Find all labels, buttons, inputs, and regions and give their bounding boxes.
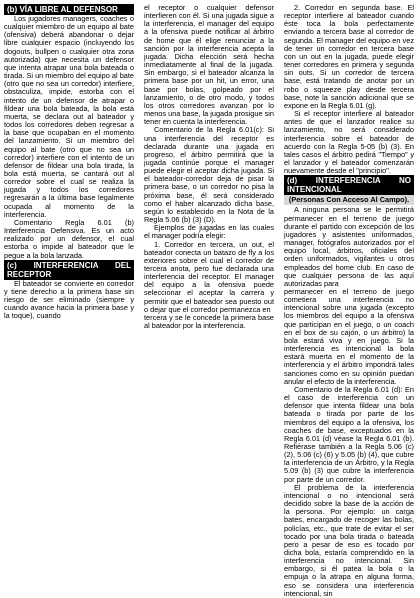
column-middle (144, 4, 274, 542)
paragraph: 1. Corredor en tercera, un out, el bateador conecta un batazo de fly a los exteriores sobre el cual el corredor de tercera anota, pero fue declarada una interferencia del receptor. El manager del equipo a la ofensiva puede seleccionar el aceptar la carrera y permitir que el bateador sea puesto out o dejar que el corredor permanezca en (144, 239, 274, 314)
paragraph: permanecer en el terreno de juego cometiera una interferencia no intencional sobre una jugada (excepto los miembros del equipo a la ofensiva que participan en el juego, o un coach en el box de su cajón, o un árbitro) la bola estará viva y en juego. Si la interferencia es intencional la bola estará muerta en el momento de la interferencia y el árbitro impondrá tales sanciones como en su opinión puedan anular el efecto de la interferencia. (284, 287, 414, 386)
section-heading-b: (b) VÍA LIBRE AL DEFENSOR (4, 4, 134, 15)
section-heading-c: (c) INTERFERENCIA DEL RECEPTOR (4, 260, 134, 280)
section-subheading-d: (Personas Con Acceso Al Campo). (284, 195, 414, 205)
column-left (4, 4, 134, 542)
paragraph: 2. Corredor en segunda base. El receptor interfiere al bateador cuando éste toca la bola perfectamente enviando a tercera base al corredor de segunda. El manager del equipo en vez de tener un corredor en tercera base con un out en la jugada, puede elegir tener corredores en primera y segunda sin outs. Si un corredor de tercera base, está tratando de anotar por un robo o squeeze play desde tercera base, note la sanción adicional que se expone en la Regla 6.01 (g). (284, 3, 414, 110)
paragraph: Los jugadores managers, coaches o cualquier miembro de un equipo al bate (ofensiva) deberá abandonar o dejar libre cualquier espacio (incluyendo los dogouts, bullpen o cualquier otra zona autorizada) que necesita un defensor que intenta atrapar una bola bateada o tirada. Si un miembro del equipo al bate (otro que no sea un corredor) interfiere, obstaculiza, impide, estorba con el intento de un defensor de atrapar o fildear una bola bateada, la bola está muerta, se declara out al bateador y todos los corredores deben regresar a la base que ocupaban en el momento del lanzamiento. Si un miembro del equipo al bate (otro que no sea un corredor) interfiere con el intento de un defensor de fildear una bola tirada, la bola está muerta, se cantará out al corredor sobre el cual se realiza la jugada y todos los corredores regresarán a la última base legalmente ocupada al momento de la interferencia. (4, 14, 134, 219)
paragraph: Si el receptor interfiere al bateador antes de que el lanzador realice su lanzamiento, no será considerado interferencia sobre el bateador de acuerdo con la Regla 5-05 (b) (3). En tales casos el árbitro pedirá "Tiempo" y el lanzador y el bateador comenzarán nuevamente desde el "principio". (284, 109, 414, 176)
paragraph: Comentario de la Regla 6.01 (d): En el caso de interferencia con un defensor que intenta fildear una bola bateada o tirada por parte de los miembros del equipo a la ofensiva, los coaches de base, exceptuados en la Regla 6.01 (d) véase la Regla 6.01 (b). Refiérase también a la Regla 5.06 (c) (2), 5.06 (c) (6) y 5.05 (b) (4), que cubre la interferencia de un Árbitro, y la Regla 5.09 (b) (3) que cubre la interferencia por parte de un corredor. (284, 384, 414, 484)
paragraph: tercera y se le concede la primera base al bateador por la interferencia. (144, 312, 274, 331)
paragraph: Comentario Regla 6.01 (b) Interferencia Defensiva. Es un acto realizado por un defensor, el cual estorba o impide al bateador que le pegue a la bola lanzada. (4, 217, 134, 260)
paragraph: A ninguna persona se le permitirá permanecer en el terreno de juego durante el partido con excepción de los jugadores y asistentes uniformados, manager, fotógrafos autorizados por el equipo local, árbitros, oficiales del orden uniformados, vigilantes u otros empleados del home club. En caso de que cualquier persona de las aquí autorizadas para (284, 205, 414, 288)
section-heading-d: (d) INTERFERENCIA NO INTENCIONAL (284, 175, 414, 195)
paragraph: Comentario de la Regla 6.01(c): Si una interferencia del receptor es declarada durante una jugada en progreso, el árbitro permitirá que la jugada continúe porque el manager puede elegir el aceptar dicha jugada. Si el bateador-corredor deja de pisar la primera base, o un corredor no pisa la próxima base, él será considerado como el haber alcanzado dicha base, según lo establecido en la Nota de la Regla 5.06 (b) (3) (D). (144, 125, 274, 225)
paragraph: El problema de la interferencia intencional o no intencional será decidido sobre la base de la acción de la persona. Por ejemplo: un carga bates, encargado de recoger las bolas, policías, etc., que trate de evitar el ser tocado por una bola tirada o bateada pero a pesar de eso es tocado por dicha bola, estaría comprendido en la interferencia no intencional. Sin embargo, si él patea la bola o la empuja o la atrapa en alguna forma, eso se considera una interferencia intencional, sin (284, 482, 414, 598)
paragraph: El bateador se convierte en corredor y tiene derecho a la primera base sin riesgo de ser eliminado (siempre y cuando avance hacia la primera base y la toque), cuando (4, 278, 134, 321)
paragraph: el receptor o cualquier defensor interfieren con él. Si una jugada sigue a la interferencia, el manager del equipo a la ofensiva puede notificar al árbitro de home que él elige renunciar a la sanción por la interferencia acepta la jugada. Dicha elección será hecha inmediatamente al final de la jugada. Sin embargo, si el bateador alcanza la primera base por un hit, un error, una base por bolas, golpeado por el lanzamiento, o de otro modo, y todos los otros corredores avanzan por lo menos una base, la jugada prosigue sin tener en cuenta la interferencia. (144, 3, 274, 127)
paragraph: Ejemplos de jugadas en las cuales el manager podría elegir: (144, 223, 274, 241)
column-right (284, 3, 414, 598)
